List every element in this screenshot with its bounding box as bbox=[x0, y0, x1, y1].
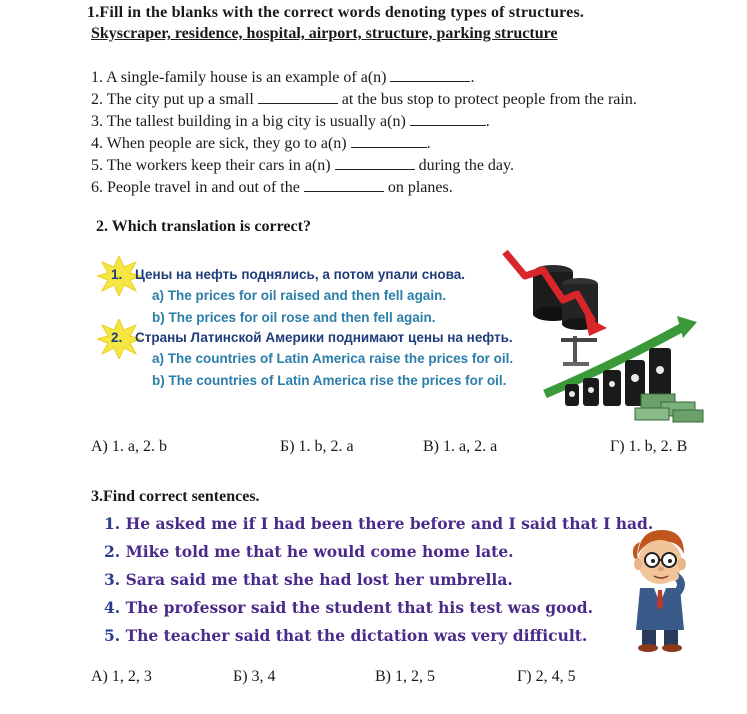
item-text: 5. The workers keep their cars in a(n) bbox=[91, 157, 335, 174]
blank-field[interactable] bbox=[351, 135, 427, 148]
q2-option-b: b) The countries of Latin America rise the prices for oil. bbox=[152, 373, 507, 388]
exercise-item-6 bbox=[91, 179, 453, 197]
sentence-text: The teacher said that the dictation was very difficult. bbox=[120, 626, 588, 645]
q1-number: 1. bbox=[111, 267, 123, 282]
answer-option-b[interactable]: Б) 3, 4 bbox=[233, 668, 276, 685]
blank-field[interactable] bbox=[258, 91, 338, 104]
word-bank: Skyscraper, residence, hospital, airport, structure, parking structure bbox=[91, 25, 558, 42]
answer-option-c[interactable]: В) 1. a, 2. a bbox=[423, 438, 498, 455]
sentence-2 bbox=[104, 542, 514, 561]
oil-barrels-icon bbox=[485, 244, 715, 426]
item-text-end: . bbox=[485, 113, 490, 130]
sentence-5 bbox=[104, 626, 587, 645]
sentence-number: 1. bbox=[104, 514, 121, 533]
item-text: 6. People travel in and out of the bbox=[91, 179, 304, 196]
item-text: 4. When people are sick, they go to a(n) bbox=[91, 135, 351, 152]
item-text-end: on planes. bbox=[383, 179, 453, 196]
answer-option-d[interactable]: Г) 2, 4, 5 bbox=[517, 668, 576, 685]
sentence-1 bbox=[104, 514, 653, 533]
answer-option-d[interactable]: Г) 1. b, 2. B bbox=[610, 438, 688, 455]
q1-option-a: a) The prices for oil raised and then fell again. bbox=[152, 288, 447, 303]
exercise-item-2 bbox=[91, 91, 637, 109]
sentence-number: 2. bbox=[104, 542, 121, 561]
answer-option-a[interactable]: A) 1. a, 2. b bbox=[91, 438, 167, 455]
exercise-item-1 bbox=[91, 69, 474, 87]
blank-field[interactable] bbox=[304, 179, 384, 192]
exercise-item-4 bbox=[91, 135, 431, 153]
sentence-text: He asked me if I had been there before and I said that I had. bbox=[120, 514, 654, 533]
q1-russian: Цены на нефть поднялись, а потом упали снова. bbox=[135, 267, 465, 282]
item-text-end: . bbox=[426, 135, 431, 152]
item-text-end: at the bus stop to protect people from the rain. bbox=[337, 91, 637, 108]
q2-option-a: a) The countries of Latin America raise the prices for oil. bbox=[152, 351, 514, 366]
sentence-number: 5. bbox=[104, 626, 121, 645]
exercise-item-5 bbox=[91, 157, 514, 175]
blank-field[interactable] bbox=[410, 113, 486, 126]
section1-title: 1.Fill in the blanks with the correct words denoting types of structures. bbox=[87, 4, 585, 21]
sentence-text: Mike told me that he would come home late. bbox=[120, 542, 514, 561]
sentence-4 bbox=[104, 598, 593, 617]
sentence-text: Sara said me that she had lost her umbrella. bbox=[120, 570, 513, 589]
teacher-cartoon-icon bbox=[620, 524, 700, 654]
blank-field[interactable] bbox=[390, 69, 470, 82]
item-text: 1. A single-family house is an example of a(n) bbox=[91, 69, 391, 86]
answer-option-b[interactable]: Б) 1. b, 2. a bbox=[280, 438, 354, 455]
item-text: 2. The city put up a small bbox=[91, 91, 258, 108]
sentence-number: 4. bbox=[104, 598, 121, 617]
sentence-text: The professor said the student that his test was good. bbox=[120, 598, 593, 617]
section3-title: 3.Find correct sentences. bbox=[91, 488, 260, 505]
item-text-end: . bbox=[470, 69, 475, 86]
q1-option-b: b) The prices for oil rose and then fell again. bbox=[152, 310, 436, 325]
answer-option-a[interactable]: A) 1, 2, 3 bbox=[91, 668, 152, 685]
answer-option-c[interactable]: В) 1, 2, 5 bbox=[375, 668, 435, 685]
exercise-item-3 bbox=[91, 113, 490, 131]
money-stack-icon bbox=[635, 394, 703, 422]
sentence-number: 3. bbox=[104, 570, 121, 589]
blank-field[interactable] bbox=[335, 157, 415, 170]
item-text: 3. The tallest building in a big city is usually a(n) bbox=[91, 113, 410, 130]
q2-russian: Страны Латинской Америки поднимают цены на нефть. bbox=[135, 330, 513, 345]
section2-title: 2. Which translation is correct? bbox=[96, 218, 311, 235]
item-text-end: during the day. bbox=[414, 157, 514, 174]
sentence-3 bbox=[104, 570, 513, 589]
q2-number: 2. bbox=[111, 330, 123, 345]
